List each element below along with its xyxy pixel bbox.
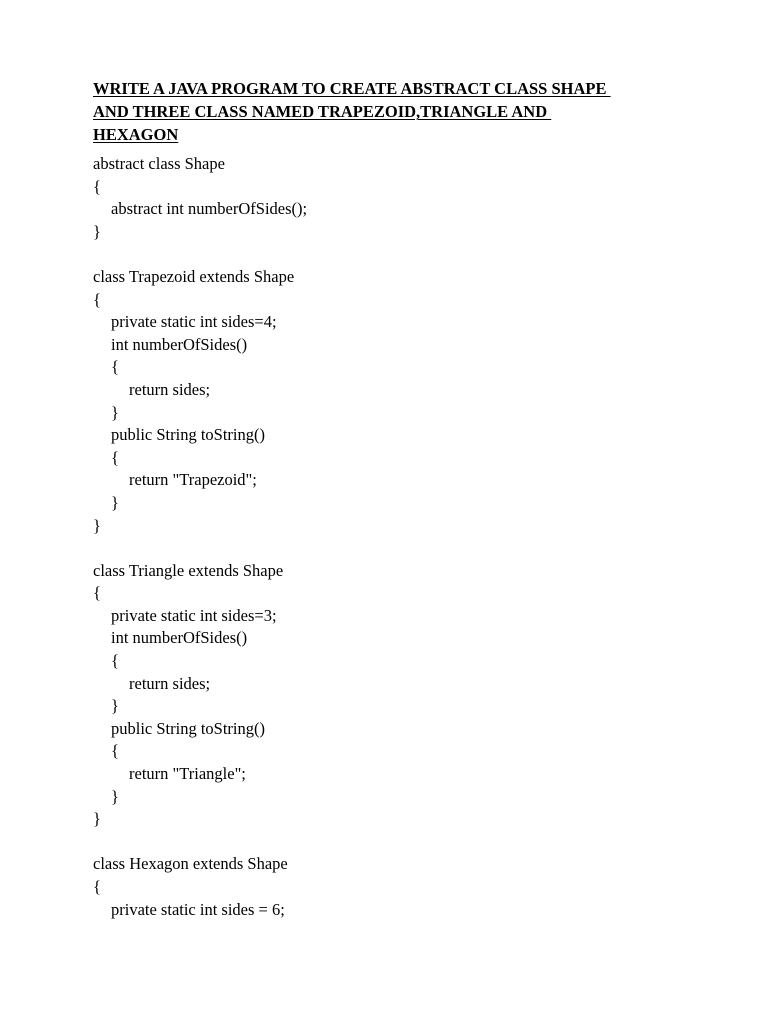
code-line: private static int sides = 6; (111, 899, 285, 919)
code-line: { (93, 877, 101, 896)
blank-line (93, 537, 713, 560)
code-line: public String toString() (111, 425, 265, 445)
heading-line: WRITE A JAVA PROGRAM TO CREATE ABSTRACT CLASS SHAPE (93, 79, 611, 98)
code-line: } (93, 221, 101, 241)
code-line: abstract class Shape (93, 154, 225, 173)
code-line: int numberOfSides() (111, 334, 248, 354)
code-line: public String toString() (111, 718, 265, 738)
code-line: private static int sides=3; (111, 605, 277, 625)
code-line: } (111, 402, 119, 422)
code-line: return "Trapezoid"; (129, 470, 257, 490)
code-line: return "Triangle"; (129, 764, 246, 784)
code-line: } (111, 696, 119, 716)
document-heading (93, 77, 693, 146)
code-line: return sides; (129, 379, 211, 399)
code-line: } (111, 492, 119, 512)
code-line: class Triangle extends Shape (93, 560, 284, 580)
code-line: return sides; (129, 673, 211, 693)
blank-line (93, 243, 713, 266)
code-line: int numberOfSides() (111, 628, 248, 648)
code-line: { (111, 651, 119, 671)
code-line: abstract int numberOfSides(); (111, 199, 308, 219)
code-line: { (111, 357, 119, 377)
code-line: } (93, 515, 101, 535)
heading-line: AND THREE CLASS NAMED TRAPEZOID,TRIANGLE AND (93, 102, 552, 121)
code-line: { (93, 289, 101, 309)
heading-line: HEXAGON (93, 125, 179, 144)
code-line: { (93, 583, 101, 603)
code-line: { (111, 741, 119, 761)
code-line: { (93, 176, 101, 196)
code-line: class Trapezoid extends Shape (93, 266, 295, 286)
blank-line (93, 831, 713, 854)
code-line: private static int sides=4; (111, 312, 277, 332)
code-listing (93, 153, 713, 921)
code-line: class Hexagon extends Shape (93, 854, 288, 874)
code-line: } (111, 786, 119, 806)
code-line: } (93, 809, 101, 829)
code-line: { (111, 447, 119, 467)
